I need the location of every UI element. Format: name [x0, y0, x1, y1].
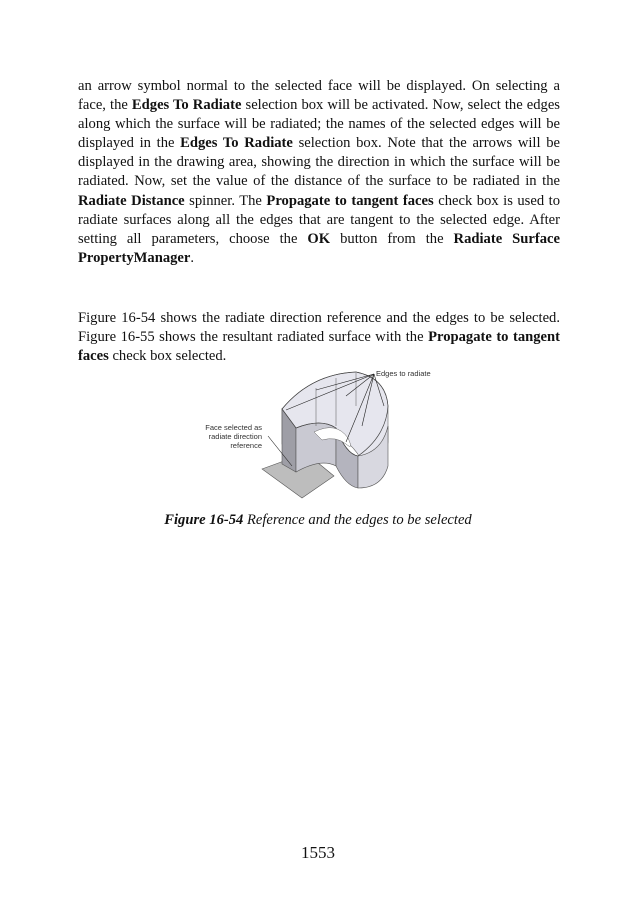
- body-paragraph-2: [78, 309, 560, 366]
- text-run: selection box. Note that the arrows will be displayed in the drawing area, showing the direction in which the surface will be radiated. Now, set the value of the distance of the surface to be radiated in the: [78, 135, 560, 190]
- text-run: .: [190, 249, 195, 266]
- figure-16-54-illustration: [196, 366, 436, 502]
- text-run: selection box will be activated. Now, select the edges along which the surface will be radiated; the names of the selected edges will be displayed in the: [78, 97, 560, 152]
- text-run: check box selected.: [108, 348, 227, 365]
- text-run: button from the: [330, 230, 454, 247]
- label-face-line2: radiate direction: [208, 432, 262, 441]
- figure-caption: [0, 512, 636, 529]
- label-edges-to-radiate: Edges to radiate: [376, 369, 431, 378]
- text-run: check box is used to radiate surfaces along all the edges that are tangent to the selected edge. After setting all parameters, choose the: [78, 192, 561, 247]
- body-paragraph-1: [78, 77, 560, 268]
- label-face-line1: Face selected as: [205, 423, 262, 432]
- label-face-line3: reference: [230, 441, 262, 450]
- text-run: spinner. The: [184, 192, 267, 209]
- term-radiate-surface-pm: Radiate Surface PropertyManager: [78, 230, 560, 266]
- term-propagate-tangent: Propagate to tangent faces: [78, 329, 560, 365]
- caption-text: Reference and the edges to be selected: [243, 512, 472, 528]
- text-run: Figure 16-54 shows the radiate direction reference and the edges to be selected. Figure 16-55 shows the resultant radiated surface with the: [78, 310, 560, 346]
- caption-number: Figure 16-54: [164, 512, 244, 528]
- term-propagate-tangent: Propagate to tangent faces: [266, 192, 434, 209]
- text-run: an arrow symbol normal to the selected face will be displayed. On selecting a face, the: [78, 78, 560, 114]
- term-edges-to-radiate: Edges To Radiate: [180, 135, 293, 152]
- page-number: 1553: [301, 843, 335, 862]
- term-ok: OK: [307, 230, 331, 247]
- term-edges-to-radiate: Edges To Radiate: [131, 97, 242, 114]
- term-radiate-distance: Radiate Distance: [78, 192, 185, 209]
